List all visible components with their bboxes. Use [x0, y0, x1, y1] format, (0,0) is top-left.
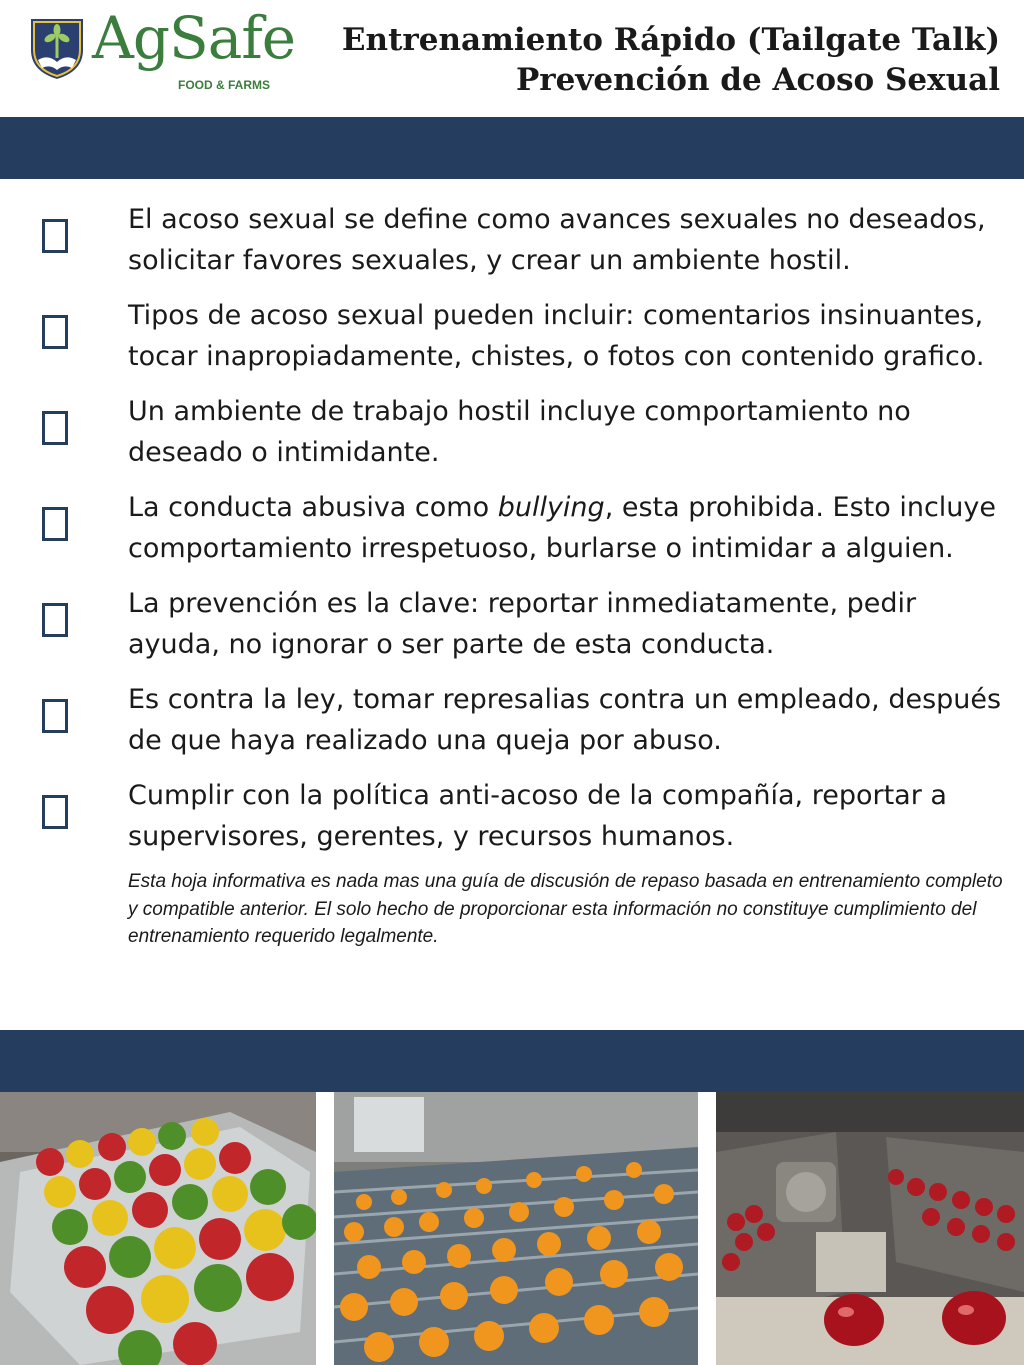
checklist-item: [0, 773, 1024, 869]
peppers-photo: [0, 1092, 316, 1365]
bottom-color-band: [0, 1030, 1024, 1092]
checkbox-icon[interactable]: [42, 411, 68, 445]
checklist-item: [0, 485, 1024, 581]
checklist-item: [0, 581, 1024, 677]
checklist-item-text: Un ambiente de trabajo hostil incluye comportamiento no deseado o intimidante.: [128, 396, 911, 468]
checkbox-icon[interactable]: [42, 795, 68, 829]
text-after: , esta prohibida. Esto incluye comportamiento irrespetuoso, burlarse o intimidar a alguien.: [128, 492, 997, 564]
checklist: [0, 197, 1024, 869]
page-title: [342, 20, 1000, 100]
header: [0, 0, 1024, 117]
checklist-item-text: El acoso sexual se define como avances sexuales no deseados, solicitar favores sexuales, y crear un ambiente hostil.: [128, 204, 986, 276]
checklist-item: [0, 389, 1024, 485]
apples-photo: [716, 1092, 1024, 1365]
logo-brand-text: AgSafe: [92, 4, 296, 72]
checklist-item-text: Cumplir con la política anti-acoso de la compañía, reportar a supervisores, gerentes, y recursos humanos.: [128, 780, 947, 852]
checklist-item: [0, 293, 1024, 389]
text-before: La conducta abusiva como: [128, 492, 498, 523]
checkbox-icon[interactable]: [42, 699, 68, 733]
checklist-item-text: [128, 487, 1016, 569]
checkbox-icon[interactable]: [42, 315, 68, 349]
agsafe-logo: [26, 4, 296, 112]
checklist-item-text: Es contra la ley, tomar represalias contra un empleado, después de que haya realizado una queja por abuso.: [128, 684, 1002, 756]
photo-strip: [0, 1092, 1024, 1365]
checklist-item-text: La prevención es la clave: reportar inmediatamente, pedir ayuda, no ignorar o ser parte de esta conducta.: [128, 588, 917, 660]
emphasis-bullying: bullying: [497, 492, 605, 523]
disclaimer-text: Esta hoja informativa es nada mas una guía de discusión de repaso basada en entrenamiento completo y compatible anterior. El solo hecho de proporcionar esta información no constituye cumplimiento del entrenamiento requerido legalmente.: [128, 871, 1003, 947]
logo-tagline-text: FOOD & FARMS: [178, 78, 270, 92]
title-line-1: Entrenamiento Rápido (Tailgate Talk): [341, 22, 1000, 58]
checklist-item: [0, 677, 1024, 773]
checklist-item-text: Tipos de acoso sexual pueden incluir: comentarios insinuantes, tocar inapropiadamente, chistes, o fotos con contenido grafico.: [128, 300, 985, 372]
checkbox-icon[interactable]: [42, 603, 68, 637]
top-color-band: [0, 117, 1024, 179]
checkbox-icon[interactable]: [42, 507, 68, 541]
oranges-photo: [334, 1092, 698, 1365]
checklist-item: [0, 197, 1024, 293]
title-line-2: Prevención de Acoso Sexual: [515, 62, 1000, 98]
shield-logo-icon: [26, 14, 88, 82]
checkbox-icon[interactable]: [42, 219, 68, 253]
